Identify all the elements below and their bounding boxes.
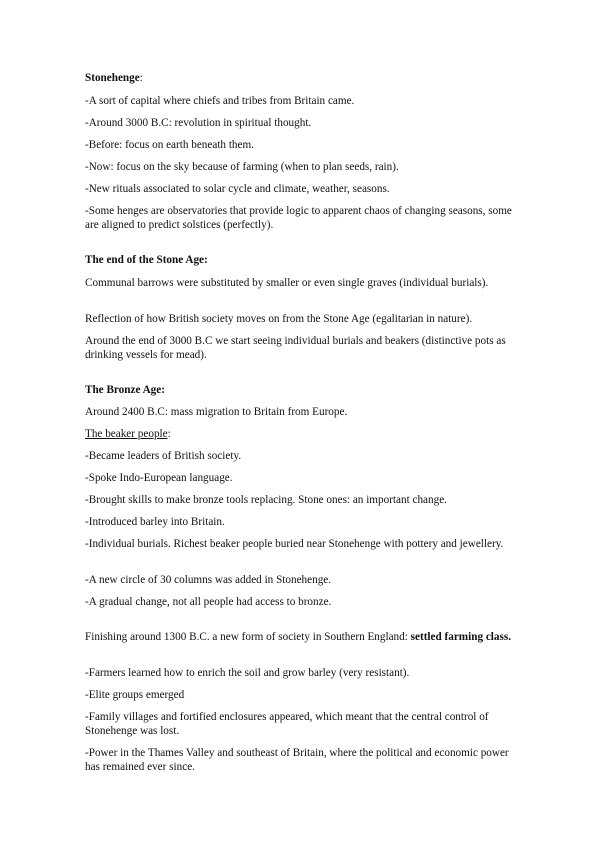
beaker-people-title: The beaker people (85, 428, 168, 440)
farming-intro (85, 630, 515, 644)
stone-age-end-item: Communal barrows were substituted by smaller or even single graves (individual burials). (85, 277, 489, 289)
farming-intro-text: Finishing around 1300 B.C. a new form of society in Southern England: (85, 631, 411, 643)
stonehenge-item: -Now: focus on the sky because of farming (when to plan seeds, rain). (85, 161, 399, 173)
farming-intro-bold: settled farming class. (410, 631, 512, 643)
farming-item: -Farmers learned how to enrich the soil and grow barley (very resistant). (85, 667, 410, 679)
stonehenge-item: -New rituals associated to solar cycle and climate, weather, seasons. (85, 183, 390, 195)
stonehenge-item: -Around 3000 B.C: revolution in spiritual thought. (85, 117, 312, 129)
stonehenge-title-suffix: : (139, 72, 143, 84)
beaker-people-heading (85, 427, 515, 441)
stonehenge-item: -A sort of capital where chiefs and tribes from Britain came. (85, 95, 355, 107)
beaker-people-title-suffix: : (167, 428, 171, 440)
bronze-age-intro: Around 2400 B.C: mass migration to Britain from Europe. (85, 406, 348, 418)
stonehenge-heading (85, 71, 515, 85)
bronze-age-item: -A gradual change, not all people had access to bronze. (85, 596, 332, 608)
bronze-age-item: -Became leaders of British society. (85, 450, 242, 462)
stone-age-end-item: Reflection of how British society moves on from the Stone Age (egalitarian in nature). (85, 313, 473, 325)
stonehenge-item: -Before: focus on earth beneath them. (85, 139, 254, 151)
farming-item: -Power in the Thames Valley and southeast of Britain, where the political and economic power has remained ever since. (85, 747, 509, 773)
bronze-age-heading: The Bronze Age: (85, 384, 165, 396)
bronze-age-item: -Introduced barley into Britain. (85, 516, 225, 528)
bronze-age-item: -Individual burials. Richest beaker people buried near Stonehenge with pottery and jewellery. (85, 538, 504, 550)
bronze-age-item: -Spoke Indo-European language. (85, 472, 233, 484)
farming-item: -Family villages and fortified enclosures appeared, which meant that the central control of Stonehenge was lost. (85, 711, 489, 737)
stone-age-end-item: Around the end of 3000 B.C we start seeing individual burials and beakers (distinctive pots as drinking vessels for mead). (85, 335, 506, 361)
bronze-age-item: -A new circle of 30 columns was added in Stonehenge. (85, 574, 332, 586)
stonehenge-item: -Some henges are observatories that provide logic to apparent chaos of changing seasons, some are aligned to predict solstices (perfectly). (85, 205, 512, 231)
farming-item: -Elite groups emerged (85, 689, 185, 701)
bronze-age-item: -Brought skills to make bronze tools replacing. Stone ones: an important change. (85, 494, 447, 506)
stonehenge-title: Stonehenge (85, 72, 140, 84)
stone-age-end-heading: The end of the Stone Age: (85, 254, 208, 266)
